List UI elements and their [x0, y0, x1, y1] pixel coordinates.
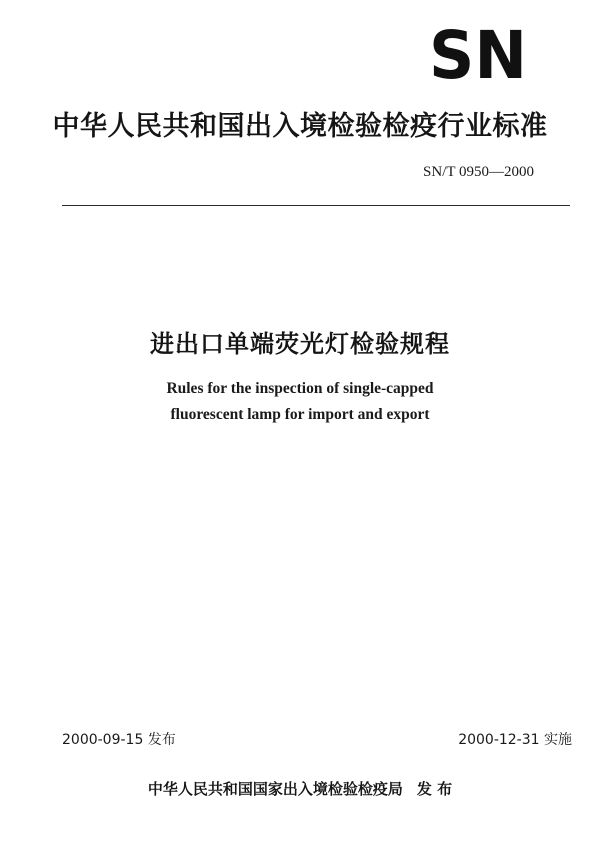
standard-number: SN/T 0950—2000 [423, 164, 534, 180]
header-divider [62, 205, 570, 206]
org-title: 中华人民共和国出入境检验检疫行业标准 [52, 111, 548, 142]
sn-logo [428, 20, 528, 84]
implementation-date: 2000-12-31 实施 [458, 732, 572, 748]
english-title-line-1: Rules for the inspection of single-capped [166, 380, 434, 397]
issuing-authority [0, 778, 600, 799]
english-title-line-2: fluorescent lamp for import and export [170, 406, 430, 423]
sn-logo-text: SN [429, 20, 527, 84]
issue-date: 2000-09-15 发布 [62, 732, 176, 748]
standard-title-english [0, 376, 600, 428]
issuer-name: 中华人民共和国国家出入境检验检疫局 [147, 780, 403, 798]
standard-title-chinese: 进出口单端荧光灯检验规程 [150, 330, 450, 358]
issue-word: 发 布 [416, 780, 453, 798]
